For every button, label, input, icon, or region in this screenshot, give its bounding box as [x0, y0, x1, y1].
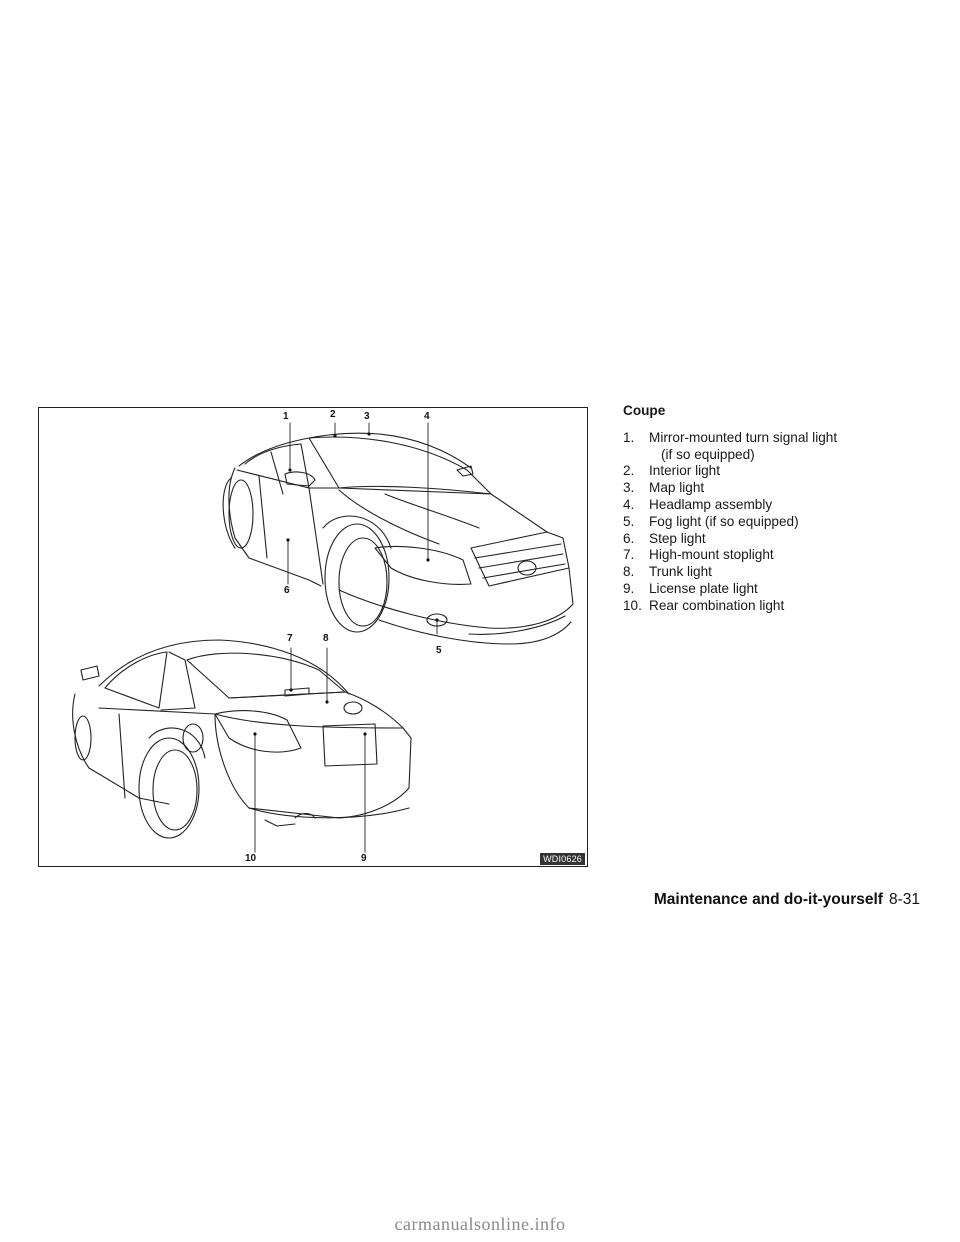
legend-title: Coupe: [623, 403, 666, 418]
list-item: [623, 480, 943, 497]
callout-7: 7: [287, 633, 293, 644]
front-view-car: [223, 433, 573, 644]
figure-code: WDI0626: [540, 853, 585, 865]
item-text: Mirror-mounted turn signal light: [649, 429, 838, 445]
item-number: 2.: [623, 463, 635, 479]
item-text: Step light: [649, 530, 706, 546]
list-item: [623, 531, 943, 548]
list-item: [623, 514, 943, 531]
item-text: Headlamp assembly: [649, 496, 773, 512]
callout-3: 3: [364, 411, 370, 422]
item-number: 10.: [623, 597, 642, 613]
item-number: 9.: [623, 580, 635, 596]
item-text: Rear combination light: [649, 597, 785, 613]
site-watermark[interactable]: carmanualsonline.info: [394, 1214, 566, 1234]
item-text: Trunk light: [649, 564, 712, 580]
item-number: 6.: [623, 530, 635, 546]
callout-5: 5: [436, 645, 442, 656]
vehicle-lights-figure: [38, 407, 588, 867]
list-item: [623, 547, 943, 564]
list-item: [623, 430, 943, 464]
item-subtext: (if so equipped): [661, 446, 755, 462]
callout-9: 9: [361, 853, 367, 864]
item-text: High-mount stoplight: [649, 547, 774, 563]
item-number: 1.: [623, 429, 635, 445]
callout-2: 2: [330, 409, 336, 420]
callout-4: 4: [424, 411, 430, 422]
item-number: 5.: [623, 513, 635, 529]
list-item: [623, 598, 943, 615]
callout-1: 1: [283, 411, 289, 422]
callout-8: 8: [323, 633, 329, 644]
item-number: 4.: [623, 496, 635, 512]
section-title: Maintenance and do-it-yourself: [653, 891, 883, 908]
list-item: [623, 463, 943, 480]
rear-view-car: [73, 640, 411, 838]
list-item: [623, 581, 943, 598]
item-text: License plate light: [649, 580, 758, 596]
page-number: 8-31: [888, 891, 920, 908]
page-footer: [654, 891, 920, 909]
item-text: Fog light (if so equipped): [649, 513, 799, 529]
item-text: Interior light: [649, 463, 721, 479]
item-number: 8.: [623, 564, 635, 580]
item-text: Map light: [649, 480, 705, 496]
legend-list: [623, 430, 943, 615]
coupe-line-drawing: [39, 408, 589, 868]
callout-10: 10: [245, 853, 257, 864]
list-item: [623, 564, 943, 581]
list-item: [623, 497, 943, 514]
item-number: 7.: [623, 547, 635, 563]
lights-legend: [623, 403, 943, 615]
item-number: 3.: [623, 480, 635, 496]
callout-6: 6: [284, 585, 290, 596]
